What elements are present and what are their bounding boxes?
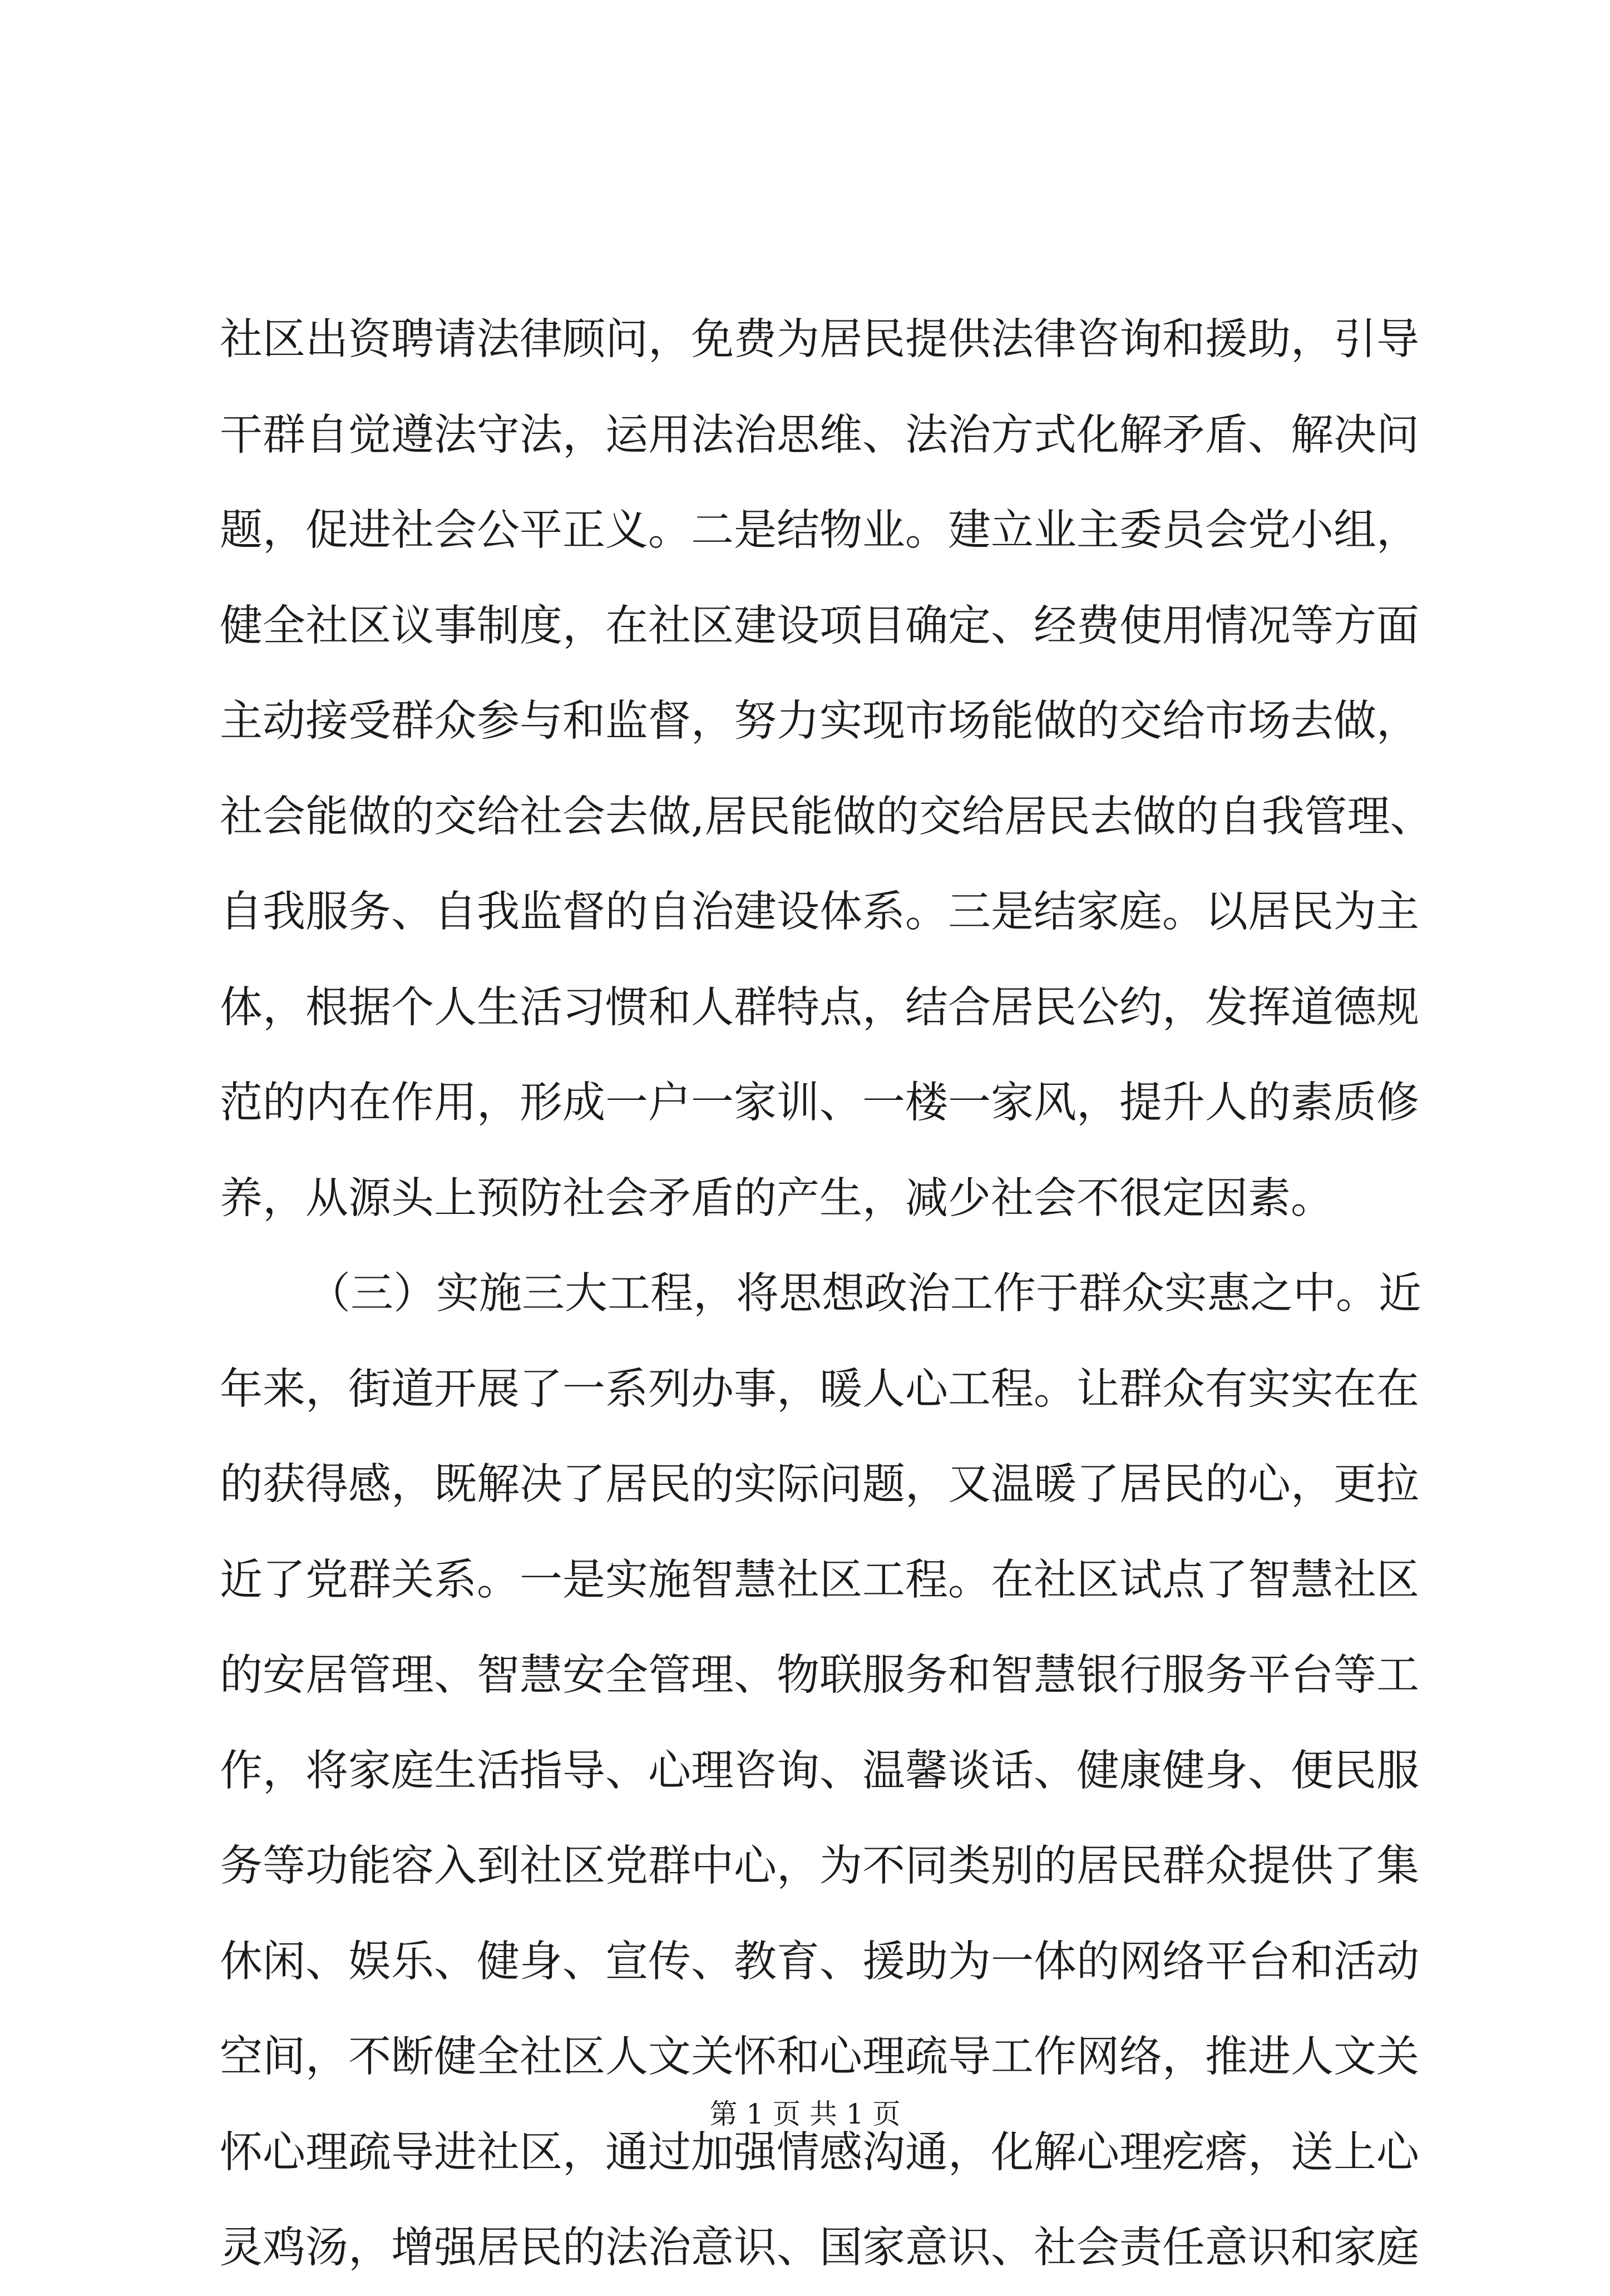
body-text (220, 292, 1433, 2296)
text-line: 社区出资聘请法律顾问，免费为居民提供法律咨询和援助，引导 (220, 315, 1419, 364)
text-line: 怀心理疏导进社区，通过加强情感沟通，化解心理疙瘩，送上心 (220, 2127, 1419, 2178)
text-line: 的获得感，既解决了居民的实际问题，又温暖了居民的心，更拉 (220, 1460, 1419, 1509)
text-line: 社会能做的交给社会去做,居民能做的交给居民去做的自我管理、 (220, 792, 1433, 842)
text-line: 健全社区议事制度，在社区建设项目确定、经费使用情况等方面 (220, 601, 1419, 651)
text-line: 年来，街道开展了一系列办事，暖人心工程。让群众有实实在在 (220, 1364, 1419, 1414)
text-line: 范的内在作用，形成一户一家训、一楼一家风，提升人的素质修 (220, 1078, 1419, 1128)
text-line: 自我服务、自我监督的自治建设体系。三是结家庭。以居民为主 (220, 887, 1419, 937)
text-line: 题，促进社会公平正义。二是结物业。建立业主委员会党小组， (220, 506, 1419, 555)
text-line: 的安居管理、智慧安全管理、物联服务和智慧银行服务平台等工 (220, 1651, 1419, 1700)
text-line: 干群自觉遵法守法，运用法治思维、法治方式化解矛盾、解决问 (220, 410, 1419, 460)
text-line: 务等功能容入到社区党群中心，为不同类别的居民群众提供了集 (220, 1841, 1419, 1891)
text-line: 休闲、娱乐、健身、宣传、教育、援助为一体的网络平台和活动 (220, 1937, 1419, 1987)
page-footer: 第 1 页 共 1 页 (709, 2098, 901, 2130)
text-line: 近了党群关系。一是实施智慧社区工程。在社区试点了智慧社区 (220, 1555, 1419, 1605)
paragraph-first-line: （三）实施三大工程，将思想政治工作于群众实惠之中。近 (308, 1269, 1421, 1319)
text-line: 灵鸡汤，增强居民的法治意识、国家意识、社会责任意识和家庭 (220, 2223, 1419, 2273)
text-line: 养，从源头上预防社会矛盾的产生，减少社会不很定因素。 (220, 1173, 1334, 1223)
text-line: 空间，不断健全社区人文关怀和心理疏导工作网络，推进人文关 (220, 2032, 1419, 2082)
text-line: 主动接受群众参与和监督，努力实现市场能做的交给市场去做， (220, 697, 1419, 746)
text-line: 体，根据个人生活习惯和人群特点，结合居民公约，发挥道德规 (220, 982, 1419, 1033)
text-line: 作，将家庭生活指导、心理咨询、温馨谈话、健康健身、便民服 (220, 1746, 1419, 1796)
